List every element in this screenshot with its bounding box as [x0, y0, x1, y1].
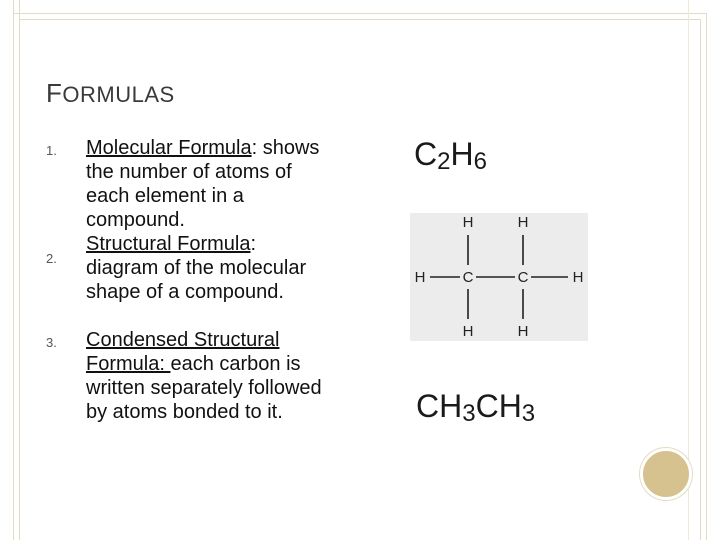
- atom-c: C: [517, 269, 529, 286]
- atom-h: H: [517, 323, 529, 340]
- frame-line: [700, 19, 701, 540]
- list-item: [86, 328, 326, 424]
- list-number: 1.: [46, 143, 57, 158]
- frame-line: [706, 13, 707, 540]
- atom-h: H: [572, 269, 584, 286]
- list-item: Structural Formula: diagram of the molecular shape of a compound.: [86, 233, 307, 303]
- definition: shows the number of atoms of each element in a compound.: [86, 137, 320, 231]
- frame-line: [19, 19, 701, 20]
- structural-formula-diagram: [410, 213, 588, 341]
- term: Structural Formula: [86, 233, 251, 255]
- atom-h: H: [517, 214, 529, 231]
- atom-h: H: [414, 269, 426, 286]
- term: Condensed Structural Formula:: [86, 329, 280, 375]
- list-number: 3.: [46, 335, 57, 350]
- atom-h: H: [462, 214, 474, 231]
- atom-h: H: [462, 323, 474, 340]
- condensed-formula: $CH_3CH_3$: [416, 388, 536, 427]
- ethane-structure: [410, 213, 588, 341]
- slide-title: FORMULAS: [46, 78, 175, 108]
- definition: each carbon is written separately followed by atoms bonded to it.: [86, 353, 322, 423]
- list-number: 2.: [46, 251, 57, 266]
- frame-line: [13, 0, 14, 540]
- decorative-circle: [640, 448, 692, 500]
- list-item: Molecular Formula: shows the number of atoms of each element in a compound.: [86, 137, 320, 231]
- atom-c: C: [462, 269, 474, 286]
- term: Molecular Formula: [86, 137, 252, 159]
- frame-line: [19, 0, 20, 540]
- molecular-formula: $C_2H_6$: [414, 136, 487, 175]
- frame-line: [688, 0, 689, 540]
- definition: diagram of the molecular shape of a compound.: [86, 257, 307, 303]
- frame-line: [13, 13, 707, 14]
